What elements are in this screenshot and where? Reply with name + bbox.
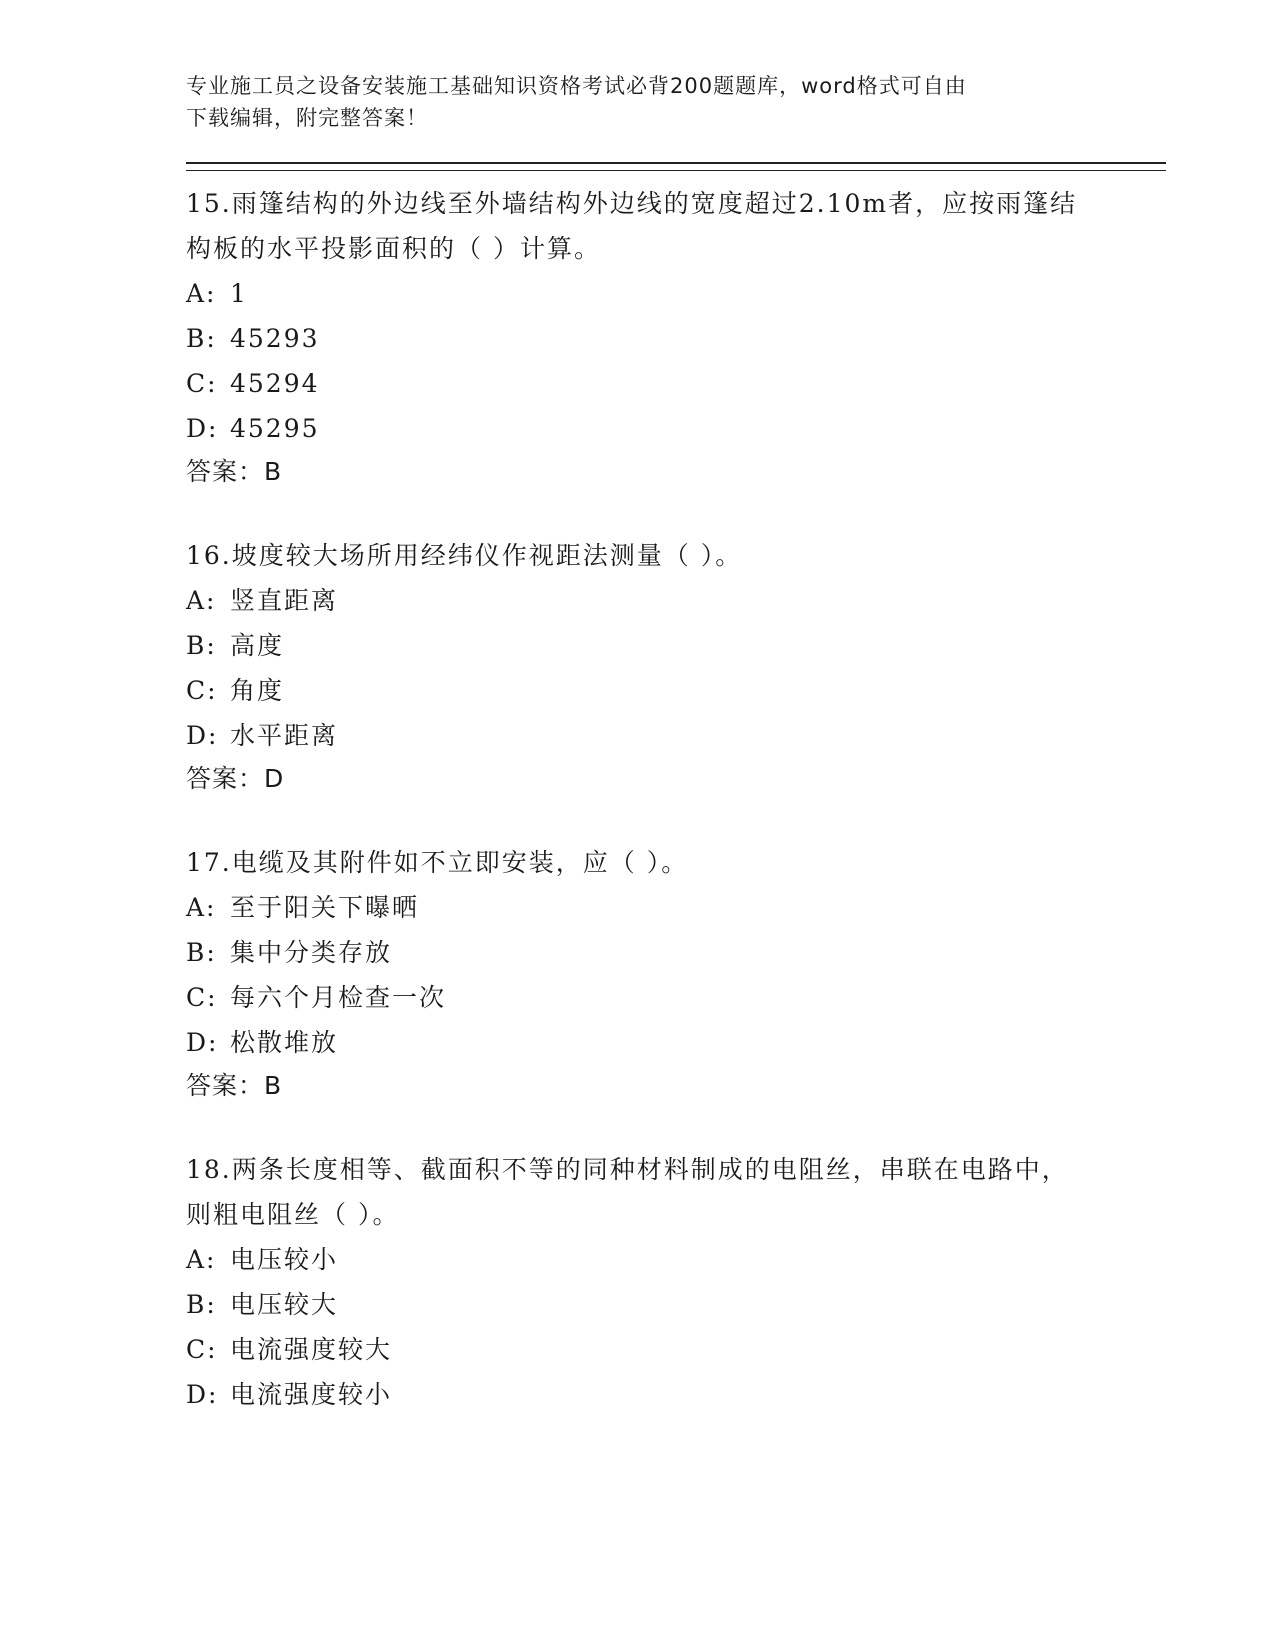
option-text: 每六个月检查一次 — [230, 983, 447, 1012]
option-text: 竖直距离 — [230, 586, 339, 615]
option-text: 45294 — [230, 369, 320, 398]
question-18 — [186, 1147, 1166, 1417]
option-key: D: — [186, 721, 219, 750]
document-header — [186, 70, 1066, 134]
option-text: 45295 — [230, 414, 320, 443]
option-d — [186, 1020, 1166, 1065]
option-key: A: — [186, 893, 217, 922]
question-stem: 15.雨篷结构的外边线至外墙结构外边线的宽度超过2.10m者，应按雨篷结构板的水平投影面积的（ ）计算。 — [186, 189, 1078, 263]
option-key: C: — [186, 1335, 218, 1364]
option-key: B: — [186, 324, 217, 353]
question-stem: 18.两条长度相等、截面积不等的同种材料制成的电阻丝，串联在电路中，则粗电阻丝（ ）。 — [186, 1155, 1069, 1229]
option-text: 1 — [230, 279, 248, 308]
answer-line: 答案：B — [186, 457, 283, 486]
option-text: 电流强度较小 — [230, 1380, 393, 1409]
option-d — [186, 1372, 1166, 1417]
option-text: 高度 — [230, 631, 285, 660]
option-a — [186, 1237, 1166, 1282]
question-15 — [186, 181, 1166, 493]
option-key: C: — [186, 369, 218, 398]
option-a — [186, 885, 1166, 930]
option-c — [186, 361, 1166, 406]
option-text: 集中分类存放 — [230, 938, 393, 967]
option-key: B: — [186, 631, 217, 660]
option-text: 角度 — [230, 676, 285, 705]
option-key: C: — [186, 983, 218, 1012]
option-b — [186, 1282, 1166, 1327]
option-key: D: — [186, 1028, 219, 1057]
option-key: D: — [186, 414, 219, 443]
option-c — [186, 975, 1166, 1020]
option-key: A: — [186, 586, 217, 615]
option-b — [186, 930, 1166, 975]
option-d — [186, 406, 1166, 451]
option-a — [186, 578, 1166, 623]
option-key: B: — [186, 938, 217, 967]
option-text: 电压较大 — [230, 1290, 339, 1319]
answer-line: 答案：B — [186, 1071, 283, 1100]
document-page — [186, 70, 1166, 1417]
header-title-line-1: 专业施工员之设备安装施工基础知识资格考试必背200题题库，word格式可自由 — [186, 74, 967, 98]
option-key: D: — [186, 1380, 219, 1409]
question-stem: 17.电缆及其附件如不立即安装，应（ ）。 — [186, 848, 689, 877]
option-text: 45293 — [230, 324, 320, 353]
option-key: A: — [186, 279, 217, 308]
option-text: 电流强度较大 — [230, 1335, 393, 1364]
option-key: A: — [186, 1245, 217, 1274]
option-c — [186, 668, 1166, 713]
option-text: 电压较小 — [230, 1245, 339, 1274]
option-key: B: — [186, 1290, 217, 1319]
option-text: 至于阳关下曝晒 — [230, 893, 420, 922]
option-c — [186, 1327, 1166, 1372]
option-b — [186, 623, 1166, 668]
header-title-line-2: 下载编辑，附完整答案！ — [186, 106, 428, 130]
option-text: 水平距离 — [230, 721, 339, 750]
question-16 — [186, 533, 1166, 800]
option-text: 松散堆放 — [230, 1028, 339, 1057]
question-stem: 16.坡度较大场所用经纬仪作视距法测量（ ）。 — [186, 541, 743, 570]
question-17 — [186, 840, 1166, 1107]
header-divider — [186, 162, 1166, 171]
option-d — [186, 713, 1166, 758]
option-a — [186, 271, 1166, 316]
option-key: C: — [186, 676, 218, 705]
option-b — [186, 316, 1166, 361]
answer-line: 答案：D — [186, 764, 285, 793]
